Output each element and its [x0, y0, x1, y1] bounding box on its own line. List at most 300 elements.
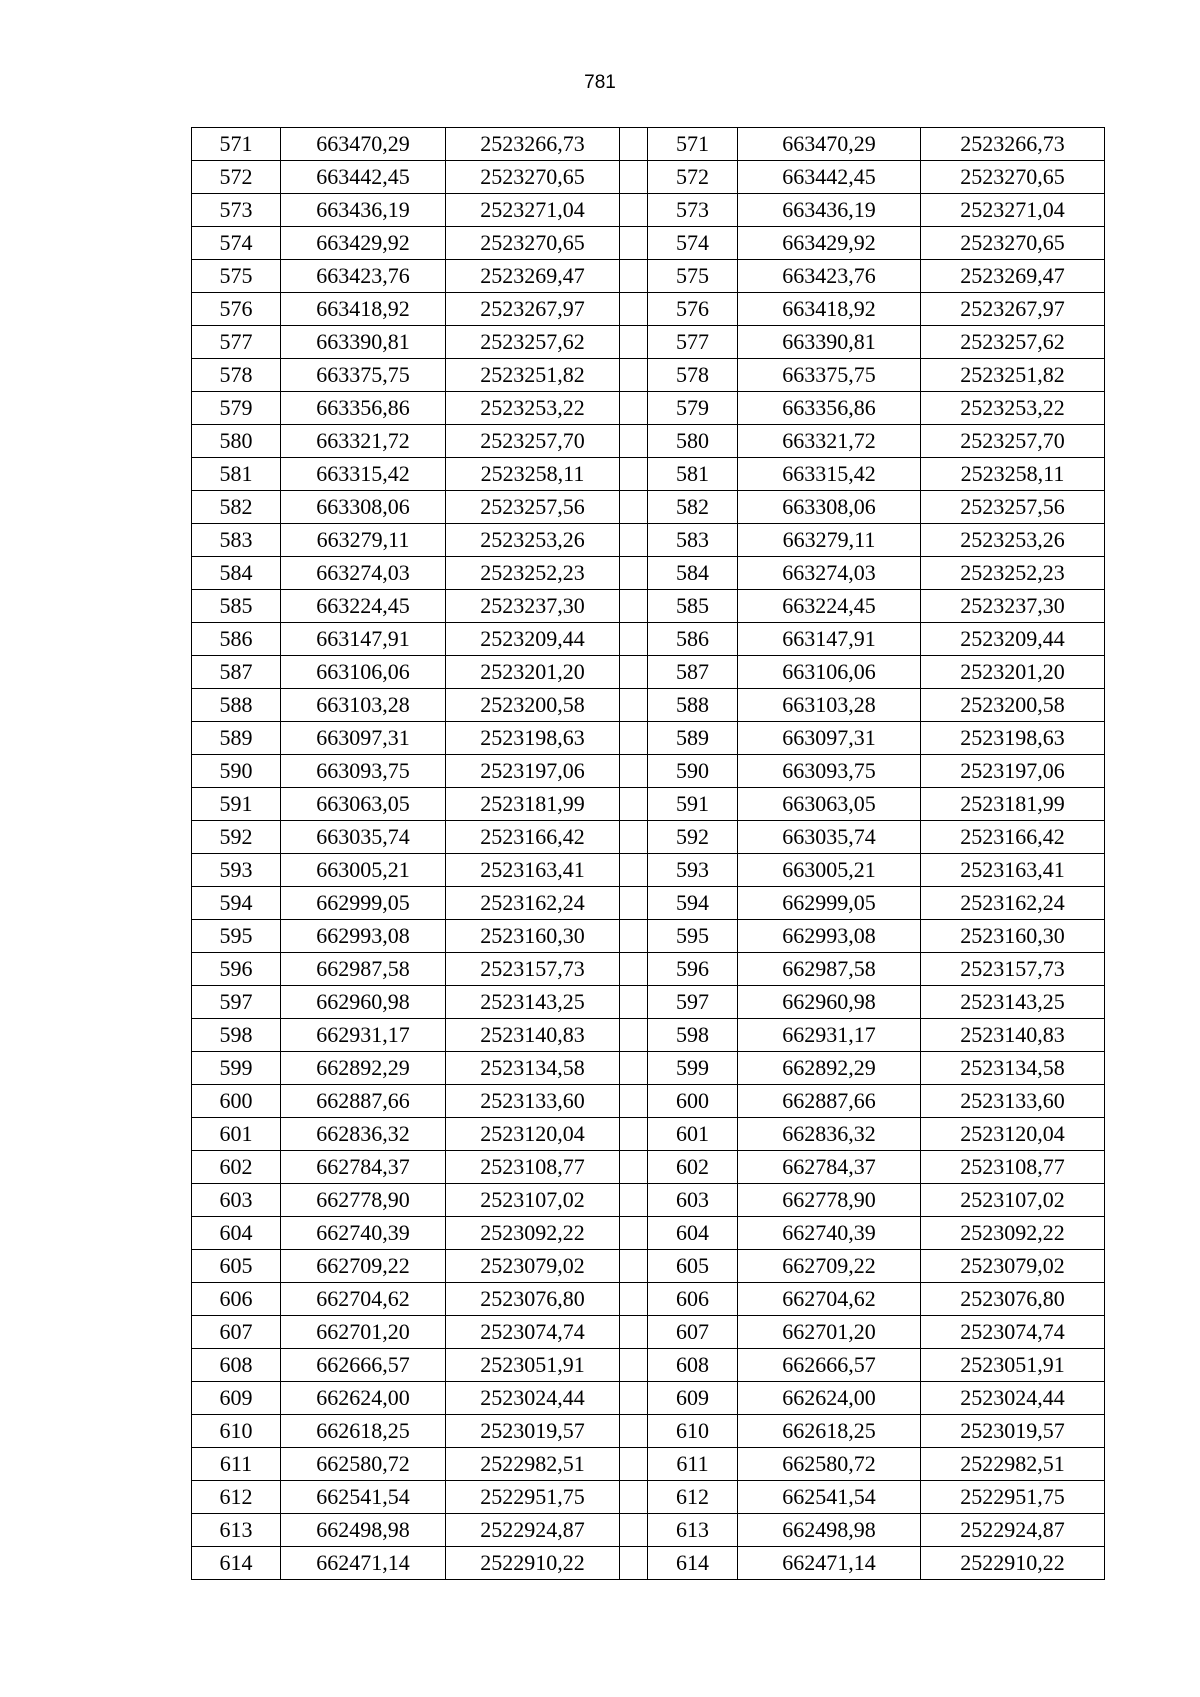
left-y-coordinate-cell: 2523181,99: [446, 788, 620, 821]
table-row: [192, 326, 1105, 359]
left-y-coordinate-cell: 2523166,42: [446, 821, 620, 854]
right-x-coordinate-cell: 663321,72: [738, 425, 921, 458]
table-row: [192, 1382, 1105, 1415]
right-x-coordinate-cell: 662987,58: [738, 953, 921, 986]
separator-cell: [620, 887, 648, 920]
left-x-coordinate-cell: 663390,81: [281, 326, 446, 359]
right-y-coordinate-cell: 2523079,02: [921, 1250, 1105, 1283]
table-row: [192, 854, 1105, 887]
right-point-number-cell: 578: [648, 359, 738, 392]
left-point-number-cell: 585: [192, 590, 281, 623]
right-y-coordinate-cell: 2523198,63: [921, 722, 1105, 755]
right-x-coordinate-cell: 662709,22: [738, 1250, 921, 1283]
right-point-number-cell: 599: [648, 1052, 738, 1085]
left-y-coordinate-cell: 2523253,26: [446, 524, 620, 557]
table-row: [192, 227, 1105, 260]
right-x-coordinate-cell: 663279,11: [738, 524, 921, 557]
left-point-number-cell: 572: [192, 161, 281, 194]
separator-cell: [620, 1217, 648, 1250]
right-x-coordinate-cell: 663106,06: [738, 656, 921, 689]
left-point-number-cell: 605: [192, 1250, 281, 1283]
left-point-number-cell: 577: [192, 326, 281, 359]
right-x-coordinate-cell: 663423,76: [738, 260, 921, 293]
separator-cell: [620, 293, 648, 326]
left-x-coordinate-cell: 663375,75: [281, 359, 446, 392]
right-y-coordinate-cell: 2523200,58: [921, 689, 1105, 722]
right-point-number-cell: 587: [648, 656, 738, 689]
right-y-coordinate-cell: 2523209,44: [921, 623, 1105, 656]
left-x-coordinate-cell: 663356,86: [281, 392, 446, 425]
left-point-number-cell: 597: [192, 986, 281, 1019]
left-point-number-cell: 586: [192, 623, 281, 656]
right-point-number-cell: 608: [648, 1349, 738, 1382]
right-y-coordinate-cell: 2523181,99: [921, 788, 1105, 821]
right-point-number-cell: 600: [648, 1085, 738, 1118]
right-point-number-cell: 610: [648, 1415, 738, 1448]
left-y-coordinate-cell: 2523197,06: [446, 755, 620, 788]
left-point-number-cell: 590: [192, 755, 281, 788]
left-y-coordinate-cell: 2523162,24: [446, 887, 620, 920]
separator-cell: [620, 953, 648, 986]
left-x-coordinate-cell: 663442,45: [281, 161, 446, 194]
table-row: [192, 458, 1105, 491]
left-y-coordinate-cell: 2523134,58: [446, 1052, 620, 1085]
separator-cell: [620, 821, 648, 854]
separator-cell: [620, 1283, 648, 1316]
right-x-coordinate-cell: 662471,14: [738, 1547, 921, 1580]
left-x-coordinate-cell: 663093,75: [281, 755, 446, 788]
left-y-coordinate-cell: 2522924,87: [446, 1514, 620, 1547]
table-row: [192, 392, 1105, 425]
right-point-number-cell: 602: [648, 1151, 738, 1184]
left-y-coordinate-cell: 2523252,23: [446, 557, 620, 590]
table-row: [192, 920, 1105, 953]
left-x-coordinate-cell: 662999,05: [281, 887, 446, 920]
left-x-coordinate-cell: 663315,42: [281, 458, 446, 491]
right-point-number-cell: 584: [648, 557, 738, 590]
right-point-number-cell: 574: [648, 227, 738, 260]
right-point-number-cell: 589: [648, 722, 738, 755]
left-point-number-cell: 592: [192, 821, 281, 854]
left-point-number-cell: 579: [192, 392, 281, 425]
left-point-number-cell: 606: [192, 1283, 281, 1316]
right-x-coordinate-cell: 663390,81: [738, 326, 921, 359]
left-y-coordinate-cell: 2523198,63: [446, 722, 620, 755]
left-x-coordinate-cell: 663103,28: [281, 689, 446, 722]
left-point-number-cell: 608: [192, 1349, 281, 1382]
left-point-number-cell: 614: [192, 1547, 281, 1580]
table-row: [192, 887, 1105, 920]
right-y-coordinate-cell: 2523163,41: [921, 854, 1105, 887]
right-x-coordinate-cell: 662960,98: [738, 986, 921, 1019]
separator-cell: [620, 557, 648, 590]
right-point-number-cell: 580: [648, 425, 738, 458]
left-y-coordinate-cell: 2523133,60: [446, 1085, 620, 1118]
right-point-number-cell: 604: [648, 1217, 738, 1250]
separator-cell: [620, 722, 648, 755]
table-row: [192, 1316, 1105, 1349]
left-point-number-cell: 601: [192, 1118, 281, 1151]
table-row: [192, 557, 1105, 590]
separator-cell: [620, 1382, 648, 1415]
right-x-coordinate-cell: 663308,06: [738, 491, 921, 524]
left-x-coordinate-cell: 663035,74: [281, 821, 446, 854]
right-point-number-cell: 609: [648, 1382, 738, 1415]
left-point-number-cell: 602: [192, 1151, 281, 1184]
right-y-coordinate-cell: 2523197,06: [921, 755, 1105, 788]
right-point-number-cell: 590: [648, 755, 738, 788]
right-y-coordinate-cell: 2523269,47: [921, 260, 1105, 293]
separator-cell: [620, 1250, 648, 1283]
left-x-coordinate-cell: 662993,08: [281, 920, 446, 953]
separator-cell: [620, 260, 648, 293]
right-y-coordinate-cell: 2523267,97: [921, 293, 1105, 326]
table-row: [192, 260, 1105, 293]
table-row: [192, 788, 1105, 821]
separator-cell: [620, 1448, 648, 1481]
left-y-coordinate-cell: 2522951,75: [446, 1481, 620, 1514]
right-y-coordinate-cell: 2523166,42: [921, 821, 1105, 854]
separator-cell: [620, 425, 648, 458]
left-x-coordinate-cell: 663274,03: [281, 557, 446, 590]
table-row: [192, 986, 1105, 1019]
left-y-coordinate-cell: 2523160,30: [446, 920, 620, 953]
separator-cell: [620, 1019, 648, 1052]
right-x-coordinate-cell: 662999,05: [738, 887, 921, 920]
separator-cell: [620, 689, 648, 722]
right-x-coordinate-cell: 662618,25: [738, 1415, 921, 1448]
left-y-coordinate-cell: 2523267,97: [446, 293, 620, 326]
table-row: [192, 1349, 1105, 1382]
right-y-coordinate-cell: 2523107,02: [921, 1184, 1105, 1217]
separator-cell: [620, 1184, 648, 1217]
left-point-number-cell: 591: [192, 788, 281, 821]
right-x-coordinate-cell: 663436,19: [738, 194, 921, 227]
left-y-coordinate-cell: 2523200,58: [446, 689, 620, 722]
right-point-number-cell: 573: [648, 194, 738, 227]
left-point-number-cell: 587: [192, 656, 281, 689]
right-y-coordinate-cell: 2523257,56: [921, 491, 1105, 524]
left-y-coordinate-cell: 2523120,04: [446, 1118, 620, 1151]
right-x-coordinate-cell: 663093,75: [738, 755, 921, 788]
left-point-number-cell: 571: [192, 128, 281, 161]
left-x-coordinate-cell: 662580,72: [281, 1448, 446, 1481]
left-x-coordinate-cell: 662498,98: [281, 1514, 446, 1547]
table-row: [192, 524, 1105, 557]
left-y-coordinate-cell: 2523251,82: [446, 359, 620, 392]
left-x-coordinate-cell: 663470,29: [281, 128, 446, 161]
right-y-coordinate-cell: 2523051,91: [921, 1349, 1105, 1382]
left-point-number-cell: 599: [192, 1052, 281, 1085]
left-x-coordinate-cell: 663097,31: [281, 722, 446, 755]
right-point-number-cell: 591: [648, 788, 738, 821]
separator-cell: [620, 491, 648, 524]
right-x-coordinate-cell: 662541,54: [738, 1481, 921, 1514]
right-x-coordinate-cell: 663315,42: [738, 458, 921, 491]
right-y-coordinate-cell: 2523120,04: [921, 1118, 1105, 1151]
table-row: [192, 722, 1105, 755]
table-row: [192, 491, 1105, 524]
table-row: [192, 425, 1105, 458]
right-y-coordinate-cell: 2522910,22: [921, 1547, 1105, 1580]
table-row: [192, 1118, 1105, 1151]
separator-cell: [620, 1349, 648, 1382]
separator-cell: [620, 986, 648, 1019]
right-y-coordinate-cell: 2523258,11: [921, 458, 1105, 491]
left-point-number-cell: 595: [192, 920, 281, 953]
left-y-coordinate-cell: 2523270,65: [446, 161, 620, 194]
separator-cell: [620, 755, 648, 788]
left-y-coordinate-cell: 2523253,22: [446, 392, 620, 425]
separator-cell: [620, 1085, 648, 1118]
separator-cell: [620, 524, 648, 557]
separator-cell: [620, 1052, 648, 1085]
right-y-coordinate-cell: 2523074,74: [921, 1316, 1105, 1349]
right-x-coordinate-cell: 663147,91: [738, 623, 921, 656]
right-x-coordinate-cell: 663375,75: [738, 359, 921, 392]
coordinates-table-body: [192, 128, 1105, 1580]
table-row: [192, 689, 1105, 722]
table-row: [192, 194, 1105, 227]
left-point-number-cell: 607: [192, 1316, 281, 1349]
left-point-number-cell: 575: [192, 260, 281, 293]
right-x-coordinate-cell: 662931,17: [738, 1019, 921, 1052]
left-y-coordinate-cell: 2523051,91: [446, 1349, 620, 1382]
right-y-coordinate-cell: 2523257,70: [921, 425, 1105, 458]
right-x-coordinate-cell: 662666,57: [738, 1349, 921, 1382]
right-point-number-cell: 575: [648, 260, 738, 293]
right-y-coordinate-cell: 2523251,82: [921, 359, 1105, 392]
table-row: [192, 1415, 1105, 1448]
right-y-coordinate-cell: 2523143,25: [921, 986, 1105, 1019]
left-point-number-cell: 610: [192, 1415, 281, 1448]
table-row: [192, 1217, 1105, 1250]
left-x-coordinate-cell: 663436,19: [281, 194, 446, 227]
left-y-coordinate-cell: 2523258,11: [446, 458, 620, 491]
separator-cell: [620, 359, 648, 392]
right-x-coordinate-cell: 663274,03: [738, 557, 921, 590]
separator-cell: [620, 1151, 648, 1184]
right-y-coordinate-cell: 2523271,04: [921, 194, 1105, 227]
right-x-coordinate-cell: 663356,86: [738, 392, 921, 425]
left-y-coordinate-cell: 2523266,73: [446, 128, 620, 161]
right-x-coordinate-cell: 663224,45: [738, 590, 921, 623]
left-x-coordinate-cell: 662618,25: [281, 1415, 446, 1448]
left-y-coordinate-cell: 2523257,70: [446, 425, 620, 458]
right-point-number-cell: 579: [648, 392, 738, 425]
right-y-coordinate-cell: 2523157,73: [921, 953, 1105, 986]
separator-cell: [620, 227, 648, 260]
left-y-coordinate-cell: 2523237,30: [446, 590, 620, 623]
left-y-coordinate-cell: 2523107,02: [446, 1184, 620, 1217]
table-row: [192, 359, 1105, 392]
table-row: [192, 1184, 1105, 1217]
right-y-coordinate-cell: 2523134,58: [921, 1052, 1105, 1085]
coordinates-table: [191, 127, 1105, 1580]
left-point-number-cell: 581: [192, 458, 281, 491]
left-x-coordinate-cell: 662784,37: [281, 1151, 446, 1184]
right-point-number-cell: 586: [648, 623, 738, 656]
left-x-coordinate-cell: 662624,00: [281, 1382, 446, 1415]
left-x-coordinate-cell: 662704,62: [281, 1283, 446, 1316]
separator-cell: [620, 656, 648, 689]
table-row: [192, 128, 1105, 161]
right-point-number-cell: 612: [648, 1481, 738, 1514]
separator-cell: [620, 788, 648, 821]
right-x-coordinate-cell: 663035,74: [738, 821, 921, 854]
right-x-coordinate-cell: 663429,92: [738, 227, 921, 260]
separator-cell: [620, 1481, 648, 1514]
right-point-number-cell: 588: [648, 689, 738, 722]
right-x-coordinate-cell: 663470,29: [738, 128, 921, 161]
left-x-coordinate-cell: 662778,90: [281, 1184, 446, 1217]
left-point-number-cell: 609: [192, 1382, 281, 1415]
right-x-coordinate-cell: 663063,05: [738, 788, 921, 821]
left-y-coordinate-cell: 2523024,44: [446, 1382, 620, 1415]
separator-cell: [620, 326, 648, 359]
table-row: [192, 755, 1105, 788]
left-x-coordinate-cell: 662887,66: [281, 1085, 446, 1118]
left-x-coordinate-cell: 663429,92: [281, 227, 446, 260]
right-x-coordinate-cell: 662624,00: [738, 1382, 921, 1415]
left-x-coordinate-cell: 663005,21: [281, 854, 446, 887]
left-x-coordinate-cell: 663106,06: [281, 656, 446, 689]
left-x-coordinate-cell: 662931,17: [281, 1019, 446, 1052]
right-point-number-cell: 585: [648, 590, 738, 623]
separator-cell: [620, 1415, 648, 1448]
left-y-coordinate-cell: 2523270,65: [446, 227, 620, 260]
left-point-number-cell: 603: [192, 1184, 281, 1217]
table-row: [192, 1448, 1105, 1481]
table-row: [192, 1151, 1105, 1184]
left-point-number-cell: 598: [192, 1019, 281, 1052]
right-point-number-cell: 611: [648, 1448, 738, 1481]
left-y-coordinate-cell: 2523209,44: [446, 623, 620, 656]
right-point-number-cell: 603: [648, 1184, 738, 1217]
left-point-number-cell: 583: [192, 524, 281, 557]
left-x-coordinate-cell: 663224,45: [281, 590, 446, 623]
table-row: [192, 161, 1105, 194]
right-point-number-cell: 592: [648, 821, 738, 854]
left-point-number-cell: 596: [192, 953, 281, 986]
right-x-coordinate-cell: 662498,98: [738, 1514, 921, 1547]
right-point-number-cell: 583: [648, 524, 738, 557]
right-y-coordinate-cell: 2523162,24: [921, 887, 1105, 920]
left-x-coordinate-cell: 662740,39: [281, 1217, 446, 1250]
right-point-number-cell: 571: [648, 128, 738, 161]
right-y-coordinate-cell: 2523266,73: [921, 128, 1105, 161]
separator-cell: [620, 590, 648, 623]
right-point-number-cell: 614: [648, 1547, 738, 1580]
right-y-coordinate-cell: 2523092,22: [921, 1217, 1105, 1250]
left-point-number-cell: 593: [192, 854, 281, 887]
right-point-number-cell: 601: [648, 1118, 738, 1151]
table-row: [192, 821, 1105, 854]
left-y-coordinate-cell: 2523079,02: [446, 1250, 620, 1283]
left-y-coordinate-cell: 2523019,57: [446, 1415, 620, 1448]
right-y-coordinate-cell: 2523201,20: [921, 656, 1105, 689]
separator-cell: [620, 1118, 648, 1151]
right-x-coordinate-cell: 663005,21: [738, 854, 921, 887]
left-x-coordinate-cell: 663423,76: [281, 260, 446, 293]
left-x-coordinate-cell: 663063,05: [281, 788, 446, 821]
right-y-coordinate-cell: 2523024,44: [921, 1382, 1105, 1415]
right-point-number-cell: 598: [648, 1019, 738, 1052]
left-y-coordinate-cell: 2523269,47: [446, 260, 620, 293]
left-point-number-cell: 580: [192, 425, 281, 458]
left-x-coordinate-cell: 662471,14: [281, 1547, 446, 1580]
table-row: [192, 1250, 1105, 1283]
left-point-number-cell: 574: [192, 227, 281, 260]
left-x-coordinate-cell: 663418,92: [281, 293, 446, 326]
right-point-number-cell: 576: [648, 293, 738, 326]
right-x-coordinate-cell: 662580,72: [738, 1448, 921, 1481]
left-point-number-cell: 594: [192, 887, 281, 920]
left-y-coordinate-cell: 2523108,77: [446, 1151, 620, 1184]
left-y-coordinate-cell: 2522910,22: [446, 1547, 620, 1580]
table-row: [192, 1547, 1105, 1580]
left-point-number-cell: 588: [192, 689, 281, 722]
table-row: [192, 623, 1105, 656]
left-x-coordinate-cell: 662960,98: [281, 986, 446, 1019]
left-x-coordinate-cell: 662666,57: [281, 1349, 446, 1382]
left-x-coordinate-cell: 663308,06: [281, 491, 446, 524]
left-y-coordinate-cell: 2523074,74: [446, 1316, 620, 1349]
left-point-number-cell: 600: [192, 1085, 281, 1118]
right-x-coordinate-cell: 662892,29: [738, 1052, 921, 1085]
right-x-coordinate-cell: 662701,20: [738, 1316, 921, 1349]
left-y-coordinate-cell: 2523092,22: [446, 1217, 620, 1250]
separator-cell: [620, 1316, 648, 1349]
left-y-coordinate-cell: 2523143,25: [446, 986, 620, 1019]
left-point-number-cell: 612: [192, 1481, 281, 1514]
left-point-number-cell: 584: [192, 557, 281, 590]
left-point-number-cell: 573: [192, 194, 281, 227]
right-x-coordinate-cell: 662740,39: [738, 1217, 921, 1250]
right-x-coordinate-cell: 663103,28: [738, 689, 921, 722]
right-x-coordinate-cell: 662836,32: [738, 1118, 921, 1151]
right-y-coordinate-cell: 2523133,60: [921, 1085, 1105, 1118]
right-point-number-cell: 613: [648, 1514, 738, 1547]
left-x-coordinate-cell: 663321,72: [281, 425, 446, 458]
right-point-number-cell: 594: [648, 887, 738, 920]
left-y-coordinate-cell: 2523076,80: [446, 1283, 620, 1316]
separator-cell: [620, 1514, 648, 1547]
right-point-number-cell: 593: [648, 854, 738, 887]
right-x-coordinate-cell: 663418,92: [738, 293, 921, 326]
separator-cell: [620, 458, 648, 491]
right-x-coordinate-cell: 663442,45: [738, 161, 921, 194]
right-y-coordinate-cell: 2523252,23: [921, 557, 1105, 590]
left-y-coordinate-cell: 2523157,73: [446, 953, 620, 986]
table-row: [192, 1052, 1105, 1085]
left-point-number-cell: 611: [192, 1448, 281, 1481]
separator-cell: [620, 194, 648, 227]
separator-cell: [620, 623, 648, 656]
right-y-coordinate-cell: 2523076,80: [921, 1283, 1105, 1316]
left-y-coordinate-cell: 2523271,04: [446, 194, 620, 227]
left-x-coordinate-cell: 662701,20: [281, 1316, 446, 1349]
left-x-coordinate-cell: 663279,11: [281, 524, 446, 557]
right-point-number-cell: 595: [648, 920, 738, 953]
right-y-coordinate-cell: 2522924,87: [921, 1514, 1105, 1547]
left-x-coordinate-cell: 662987,58: [281, 953, 446, 986]
left-y-coordinate-cell: 2522982,51: [446, 1448, 620, 1481]
right-point-number-cell: 572: [648, 161, 738, 194]
left-point-number-cell: 589: [192, 722, 281, 755]
left-point-number-cell: 582: [192, 491, 281, 524]
separator-cell: [620, 161, 648, 194]
